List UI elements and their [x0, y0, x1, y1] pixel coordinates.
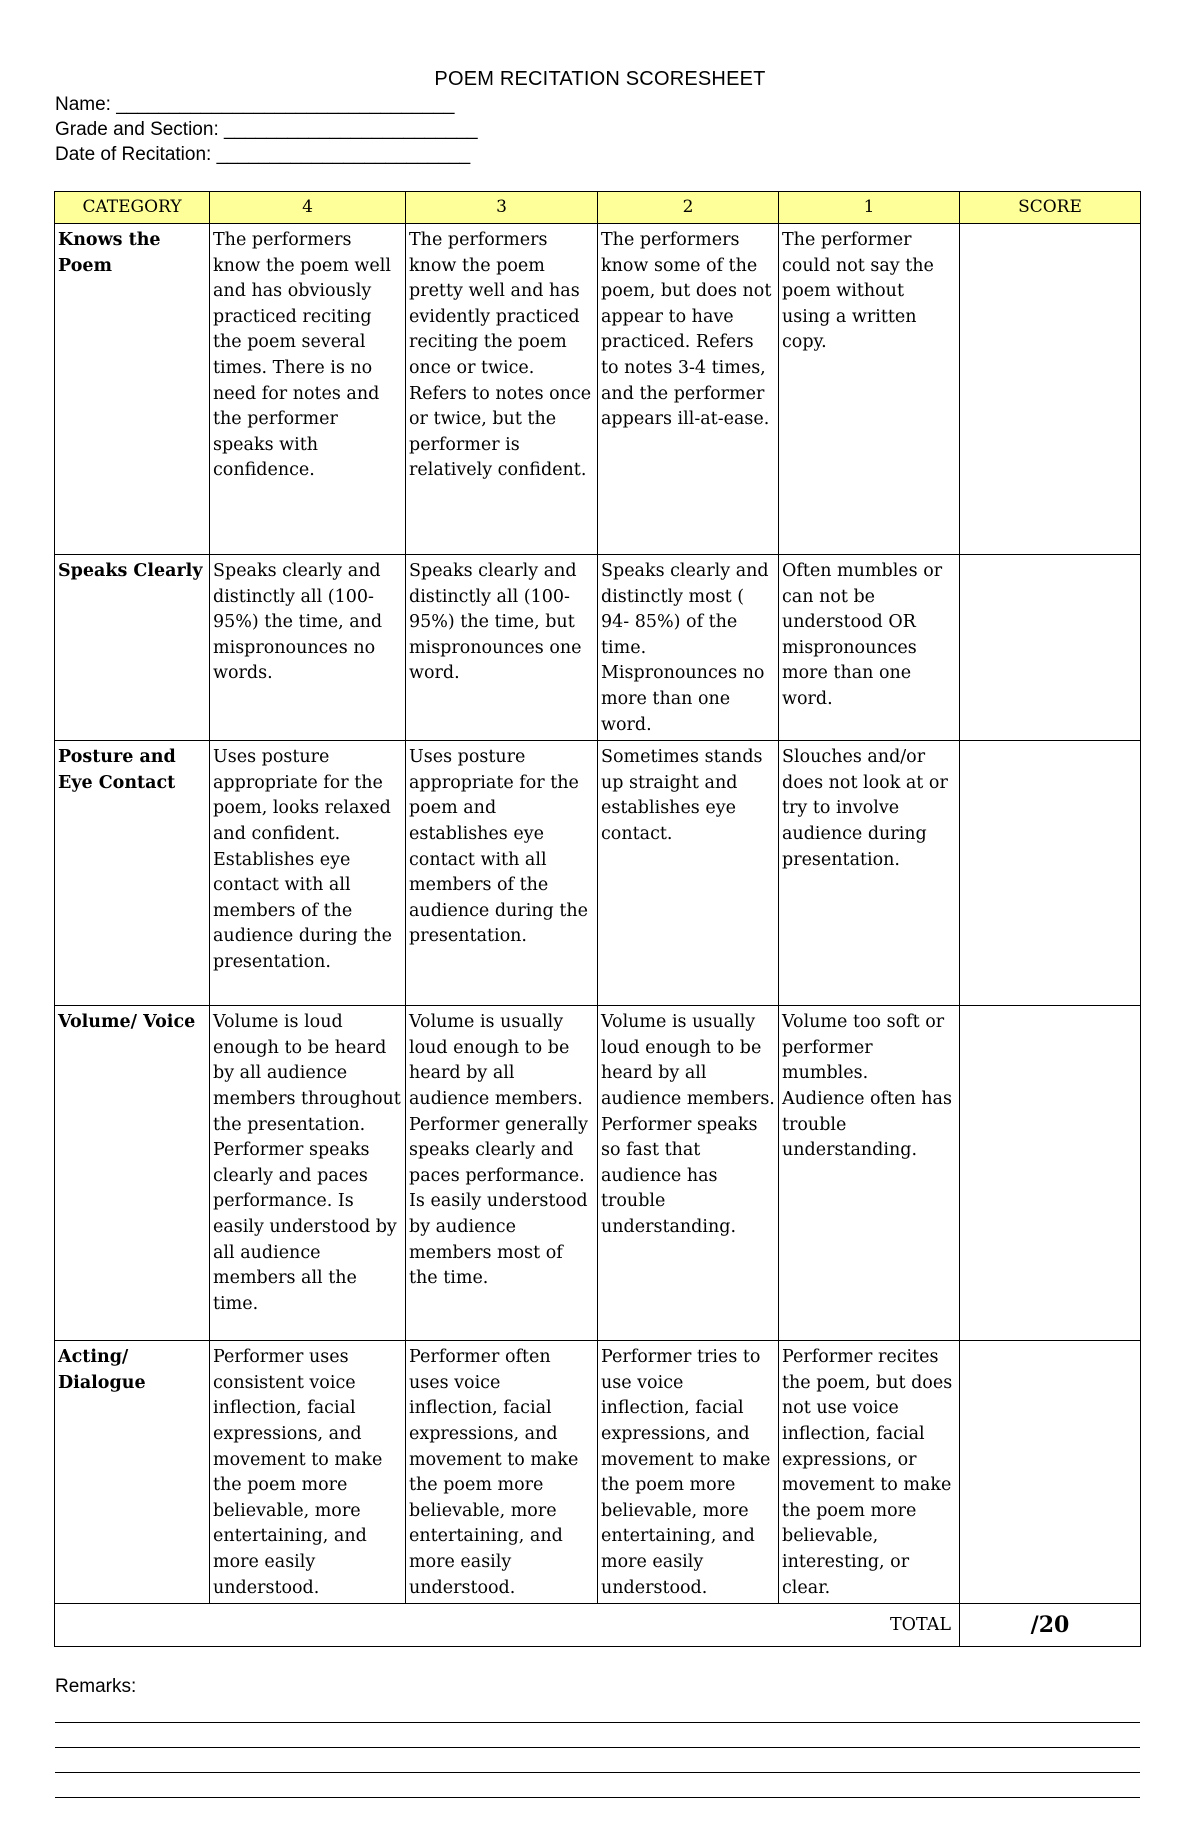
page-title: POEM RECITATION SCORESHEET — [434, 68, 766, 90]
table-row — [55, 741, 1141, 1006]
criteria-cell: Volume too soft or performer mumbles. Audience often has trouble understanding. — [779, 1006, 960, 1341]
criteria-cell: The performers know the poem well and has obviously practiced reciting the poem several times. There is no need for notes and the performer speaks with confidence. — [210, 224, 406, 555]
remarks-label: Remarks: — [55, 1676, 137, 1697]
grade-section-field[interactable] — [55, 119, 478, 141]
criteria-cell: Speaks clearly and distinctly all (100-95%) the time, but mispronounces one word. — [406, 555, 598, 741]
criteria-cell: Performer recites the poem, but does not use voice inflection, facial expressions, or movement to make the poem more believable, interesting, or clear. — [779, 1341, 960, 1604]
criteria-cell: The performers know some of the poem, but does not appear to have practiced. Refers to notes 3-4 times, and the performer appears ill-at-ease. — [598, 224, 779, 555]
score-cell[interactable] — [960, 555, 1141, 741]
table-row — [55, 1341, 1141, 1604]
date-blank[interactable]: ________________________ — [216, 144, 471, 165]
header-2: 2 — [598, 192, 779, 224]
remarks-line-1[interactable] — [55, 1722, 1140, 1723]
table-row — [55, 1006, 1141, 1341]
criteria-cell: The performers know the poem pretty well and has evidently practiced reciting the poem once or twice. Refers to notes once or twice, but the performer is relatively confident. — [406, 224, 598, 555]
header-4: 4 — [210, 192, 406, 224]
name-blank[interactable]: ________________________________ — [116, 94, 455, 115]
total-row — [55, 1604, 1141, 1647]
header-3: 3 — [406, 192, 598, 224]
total-label: TOTAL — [55, 1604, 960, 1647]
remarks-line-3[interactable] — [55, 1772, 1140, 1773]
table-row — [55, 224, 1141, 555]
header-row — [55, 192, 1141, 224]
criteria-cell: Performer tries to use voice inflection, facial expressions, and movement to make the poem more believable, more entertaining, and more easily understood. — [598, 1341, 779, 1604]
criteria-cell: Performer often uses voice inflection, facial expressions, and movement to make the poem more believable, more entertaining, and more easily understood. — [406, 1341, 598, 1604]
category-cell: Posture and Eye Contact — [55, 741, 210, 1006]
criteria-cell: Often mumbles or can not be understood OR mispronounces more than one word. — [779, 555, 960, 741]
criteria-cell: Slouches and/or does not look at or try to involve audience during presentation. — [779, 741, 960, 1006]
score-cell[interactable] — [960, 741, 1141, 1006]
criteria-cell: Volume is usually loud enough to be heard by all audience members. Performer generally speaks clearly and paces performance. Is easily understood by audience members most of the time. — [406, 1006, 598, 1341]
remarks-line-2[interactable] — [55, 1747, 1140, 1748]
category-cell: Knows the Poem — [55, 224, 210, 555]
name-label: Name: — [55, 94, 111, 115]
header-score: SCORE — [960, 192, 1141, 224]
date-field[interactable] — [55, 144, 470, 166]
rubric-table — [54, 191, 1141, 1647]
grade-section-label: Grade and Section: — [55, 119, 219, 140]
criteria-cell: Speaks clearly and distinctly all (100-95%) the time, and mispronounces no words. — [210, 555, 406, 741]
score-cell[interactable] — [960, 224, 1141, 555]
criteria-cell: Performer uses consistent voice inflection, facial expressions, and movement to make the poem more believable, more entertaining, and more easily understood. — [210, 1341, 406, 1604]
category-cell: Volume/ Voice — [55, 1006, 210, 1341]
score-cell[interactable] — [960, 1006, 1141, 1341]
criteria-cell: Volume is usually loud enough to be heard by all audience members. Performer speaks so fast that audience has trouble understanding. — [598, 1006, 779, 1341]
criteria-cell: Uses posture appropriate for the poem, looks relaxed and confident. Establishes eye contact with all members of the audience during the presentation. — [210, 741, 406, 1006]
total-score[interactable]: /20 — [960, 1604, 1141, 1647]
header-1: 1 — [779, 192, 960, 224]
category-cell: Acting/ Dialogue — [55, 1341, 210, 1604]
table-row — [55, 555, 1141, 741]
criteria-cell: Sometimes stands up straight and establishes eye contact. — [598, 741, 779, 1006]
grade-section-blank[interactable]: ________________________ — [224, 119, 478, 140]
criteria-cell: The performer could not say the poem without using a written copy. — [779, 224, 960, 555]
date-label: Date of Recitation: — [55, 144, 212, 165]
category-cell: Speaks Clearly — [55, 555, 210, 741]
name-field[interactable] — [55, 94, 454, 116]
criteria-cell: Uses posture appropriate for the poem and establishes eye contact with all members of the audience during the presentation. — [406, 741, 598, 1006]
header-category: CATEGORY — [55, 192, 210, 224]
remarks-line-4[interactable] — [55, 1797, 1140, 1798]
score-cell[interactable] — [960, 1341, 1141, 1604]
criteria-cell: Speaks clearly and distinctly most ( 94- 85%) of the time. Mispronounces no more than one word. — [598, 555, 779, 741]
criteria-cell: Volume is loud enough to be heard by all audience members throughout the presentation. Performer speaks clearly and paces performance. Is easily understood by all audience members all the time. — [210, 1006, 406, 1341]
